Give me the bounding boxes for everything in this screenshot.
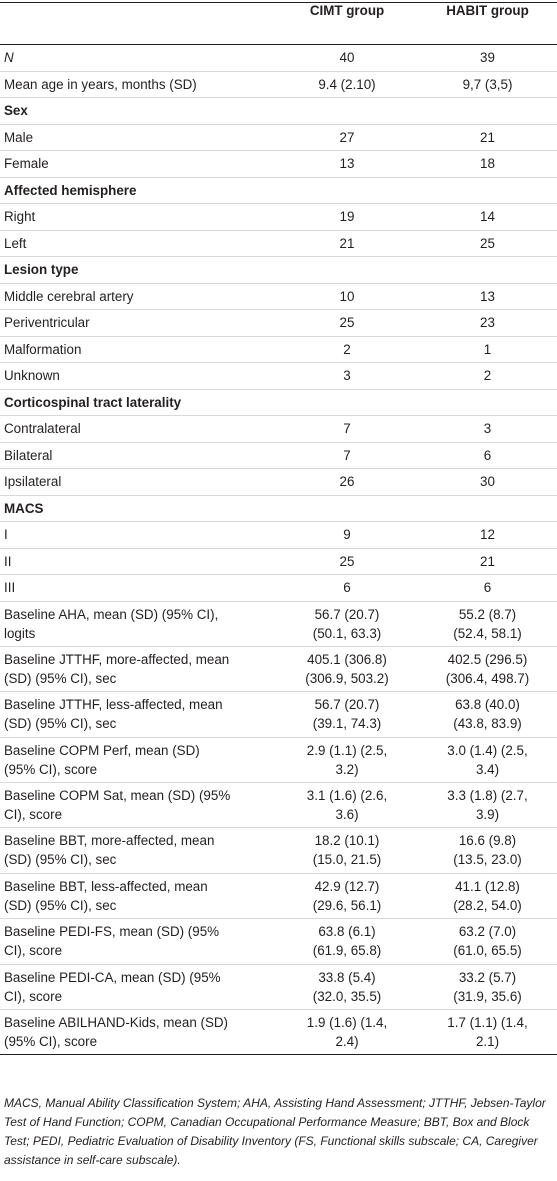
row-label [0, 737, 276, 782]
section-heading: Corticospinal tract laterality [4, 394, 182, 410]
cimt-value-line: 33.8 (5.4) [318, 969, 376, 985]
cimt-value: 9.4 (2.10) [318, 76, 376, 92]
habit-value: 25 [480, 235, 495, 251]
table-row [0, 310, 557, 337]
table-row [0, 828, 557, 873]
cimt-value: 40 [339, 50, 355, 66]
habit-value [416, 601, 557, 646]
habit-value: 23 [480, 315, 495, 331]
habit-value-line: (31.9, 35.6) [453, 988, 522, 1004]
table-row [0, 601, 557, 646]
habit-value [416, 964, 557, 1009]
table-row [0, 389, 557, 416]
cimt-value: 2 [343, 341, 351, 357]
row-label [0, 646, 276, 691]
cimt-value: 6 [343, 580, 351, 596]
table-body [0, 45, 557, 1055]
table-row [0, 737, 557, 782]
habit-value: 30 [480, 474, 495, 490]
row-label [0, 873, 276, 918]
habit-value: 6 [483, 447, 492, 463]
table-row [0, 257, 557, 284]
row-label: Contralateral [4, 421, 81, 437]
habit-value-line: 2.1) [475, 1034, 500, 1050]
habit-value-line: (61.0, 65.5) [453, 943, 522, 959]
habit-value-line: 3.4) [475, 761, 500, 777]
habit-value-line: 16.6 (9.8) [458, 833, 517, 849]
cimt-value-line: (29.6, 56.1) [312, 897, 382, 913]
habit-value-line: 63.8 (40.0) [455, 697, 520, 713]
habit-value-line: 55.2 (8.7) [458, 606, 517, 622]
cimt-value-line: 3.6) [335, 807, 359, 823]
table-row [0, 124, 557, 151]
row-label: N [4, 50, 14, 66]
cimt-value [276, 783, 416, 828]
habit-value [416, 646, 557, 691]
row-label: II [4, 553, 12, 569]
table-row [0, 230, 557, 257]
table-row [0, 575, 557, 602]
cimt-value [276, 177, 416, 204]
row-label-line: logits [4, 625, 36, 641]
row-label: Male [4, 129, 34, 145]
row-label-line: (95% CI), score [4, 1034, 98, 1050]
habit-value [416, 692, 557, 737]
cimt-value-line: 405.1 (306.8) [307, 651, 387, 667]
cimt-value-line: 2.4) [335, 1034, 359, 1050]
row-label: I [4, 527, 8, 543]
habit-value-line: 41.1 (12.8) [455, 878, 520, 894]
habit-value-line: 1.7 (1.1) (1.4, [447, 1015, 528, 1031]
habit-value-line: 402.5 (296.5) [447, 651, 528, 667]
cimt-value-line: (32.0, 35.5) [312, 988, 382, 1004]
row-label-line: (95% CI), score [4, 761, 98, 777]
section-heading: Lesion type [4, 262, 79, 278]
habit-value: 39 [480, 50, 495, 66]
row-label-line: Baseline BBT, more-affected, mean [4, 833, 215, 849]
cimt-value-line: 42.9 (12.7) [314, 878, 380, 894]
habit-value [416, 828, 557, 873]
row-label [0, 601, 276, 646]
cimt-value: 21 [339, 235, 355, 251]
row-label [0, 1010, 276, 1055]
habit-value: 13 [480, 288, 495, 304]
cimt-value-line: 1.9 (1.6) (1.4, [306, 1015, 388, 1031]
habit-value [416, 177, 557, 204]
row-label-line: Baseline AHA, mean (SD) (95% CI), [4, 606, 219, 622]
row-label [0, 692, 276, 737]
habit-value [416, 737, 557, 782]
cimt-value-line: 3.1 (1.6) (2.6, [306, 788, 388, 804]
row-label-line: CI), score [4, 988, 63, 1004]
cimt-value [276, 601, 416, 646]
table-header-row [0, 3, 557, 45]
cimt-value: 25 [339, 553, 355, 569]
row-label: Bilateral [4, 447, 53, 463]
cimt-value-line: 63.8 (6.1) [318, 924, 376, 940]
table-row [0, 548, 557, 575]
cimt-value: 9 [343, 527, 351, 543]
cimt-value [276, 495, 416, 522]
row-label-line: (SD) (95% CI), sec [4, 670, 117, 686]
habit-value-line: (306.4, 498.7) [445, 670, 530, 686]
cimt-value: 3 [343, 368, 351, 384]
cimt-value: 25 [339, 315, 355, 331]
row-label-line: Baseline JTTHF, less-affected, mean [4, 697, 223, 713]
habit-value-line: (13.5, 23.0) [453, 852, 522, 868]
row-label: Periventricular [4, 315, 90, 331]
cimt-value [276, 1010, 416, 1055]
habit-value: 1 [483, 341, 492, 357]
habit-value: 3 [483, 421, 492, 437]
row-label: III [4, 580, 16, 596]
table-row [0, 964, 557, 1009]
cimt-value [276, 828, 416, 873]
row-label-line: Baseline COPM Perf, mean (SD) [4, 742, 200, 758]
row-label: Malformation [4, 341, 82, 357]
header-habit-group: HABIT group [416, 3, 557, 45]
habit-value [416, 873, 557, 918]
habit-value-line: (52.4, 58.1) [453, 625, 522, 641]
table-footnote: MACS, Manual Ability Classification System; AHA, Assisting Hand Assessment; JTTHF, Jebsen-Taylor Test of Hand Function; COPM, Canadian Occupational Performance Measure; BBT, Box and Block Test; PEDI, Pediatric Evaluation of Disability Inventory (FS, Functional skills subscale; CA, Caregiver assistance in self-care subscale). [4, 1096, 546, 1167]
header-blank [0, 3, 276, 45]
section-heading: Affected hemisphere [4, 182, 137, 198]
table-row [0, 283, 557, 310]
table-row [0, 442, 557, 469]
habit-value: 12 [480, 527, 495, 543]
table-row [0, 363, 557, 390]
habit-value: 14 [480, 209, 495, 225]
table-row [0, 469, 557, 496]
cimt-value-line: (306.9, 503.2) [305, 670, 389, 686]
table-row [0, 45, 557, 72]
row-label: Mean age in years, months (SD) [4, 76, 197, 92]
habit-value [416, 389, 557, 416]
cimt-value [276, 919, 416, 964]
section-heading: MACS [4, 500, 44, 516]
cimt-value: 13 [339, 156, 355, 172]
table-row [0, 336, 557, 363]
row-label [0, 783, 276, 828]
cimt-value: 7 [343, 447, 351, 463]
cimt-value: 19 [339, 209, 355, 225]
row-label-line: Baseline BBT, less-affected, mean [4, 878, 208, 894]
habit-value: 18 [480, 156, 495, 172]
cimt-value: 26 [339, 474, 355, 490]
habit-value [416, 98, 557, 125]
row-label [0, 828, 276, 873]
table-row [0, 646, 557, 691]
row-label: Ipsilateral [4, 474, 62, 490]
row-label-line: Baseline PEDI-CA, mean (SD) (95% [4, 969, 221, 985]
table-row [0, 1010, 557, 1055]
habit-value-line: 3.9) [475, 807, 500, 823]
table-row [0, 692, 557, 737]
cimt-value-line: 2.9 (1.1) (2.5, [306, 742, 388, 758]
row-label [0, 919, 276, 964]
row-label: Unknown [4, 368, 60, 384]
cimt-value-line: 56.7 (20.7) [314, 606, 380, 622]
row-label-line: Baseline COPM Sat, mean (SD) (95% [4, 788, 231, 804]
row-label-line: Baseline PEDI-FS, mean (SD) (95% [4, 924, 220, 940]
habit-value [416, 783, 557, 828]
cimt-value: 10 [339, 288, 355, 304]
habit-value [416, 495, 557, 522]
cimt-value [276, 98, 416, 125]
row-label: Middle cerebral artery [4, 288, 134, 304]
row-label-line: (SD) (95% CI), sec [4, 897, 117, 913]
table-row [0, 919, 557, 964]
habit-value-line: 3.0 (1.4) (2.5, [447, 742, 528, 758]
row-label-line: Baseline ABILHAND-Kids, mean (SD) [4, 1015, 229, 1031]
cimt-value: 27 [339, 129, 355, 145]
cimt-value: 7 [343, 421, 351, 437]
cimt-value-line: 3.2) [335, 761, 359, 777]
cimt-value-line: (15.0, 21.5) [312, 852, 382, 868]
habit-value: 6 [483, 580, 492, 596]
habit-value-line: 33.2 (5.7) [458, 969, 517, 985]
cimt-value [276, 873, 416, 918]
baseline-characteristics-table [0, 2, 557, 1055]
cimt-value-line: 56.7 (20.7) [314, 697, 380, 713]
table-row [0, 495, 557, 522]
table-row [0, 98, 557, 125]
cimt-value-line: (61.9, 65.8) [312, 943, 382, 959]
section-heading: Sex [4, 103, 28, 119]
cimt-value [276, 389, 416, 416]
table-row [0, 204, 557, 231]
cimt-value [276, 964, 416, 1009]
table-row [0, 416, 557, 443]
table-row [0, 783, 557, 828]
row-label-line: (SD) (95% CI), sec [4, 716, 117, 732]
habit-value [416, 1010, 557, 1055]
habit-value-line: (28.2, 54.0) [453, 897, 522, 913]
row-label-line: CI), score [4, 943, 63, 959]
habit-value [416, 919, 557, 964]
table-row [0, 873, 557, 918]
table-row [0, 71, 557, 98]
habit-value-line: 3.3 (1.8) (2.7, [447, 788, 528, 804]
header-cimt-group: CIMT group [276, 3, 416, 45]
row-label: Left [4, 235, 27, 251]
table-row [0, 151, 557, 178]
habit-value-line: (43.8, 83.9) [453, 716, 522, 732]
habit-value-line: 63.2 (7.0) [458, 924, 517, 940]
row-label-line: CI), score [4, 807, 63, 823]
cimt-value [276, 257, 416, 284]
row-label-line: Baseline JTTHF, more-affected, mean [4, 651, 230, 667]
table-row [0, 522, 557, 549]
cimt-value-line: (50.1, 63.3) [312, 625, 382, 641]
habit-value: 9,7 (3,5) [462, 76, 513, 92]
row-label-line: (SD) (95% CI), sec [4, 852, 117, 868]
cimt-value [276, 646, 416, 691]
row-label: Female [4, 156, 49, 172]
habit-value [416, 257, 557, 284]
cimt-value-line: 18.2 (10.1) [314, 833, 380, 849]
table-row [0, 177, 557, 204]
cimt-value [276, 737, 416, 782]
cimt-value [276, 692, 416, 737]
habit-value: 2 [483, 368, 492, 384]
row-label: Right [4, 209, 36, 225]
habit-value: 21 [480, 129, 495, 145]
row-label [0, 964, 276, 1009]
habit-value: 21 [480, 553, 495, 569]
cimt-value-line: (39.1, 74.3) [312, 716, 382, 732]
